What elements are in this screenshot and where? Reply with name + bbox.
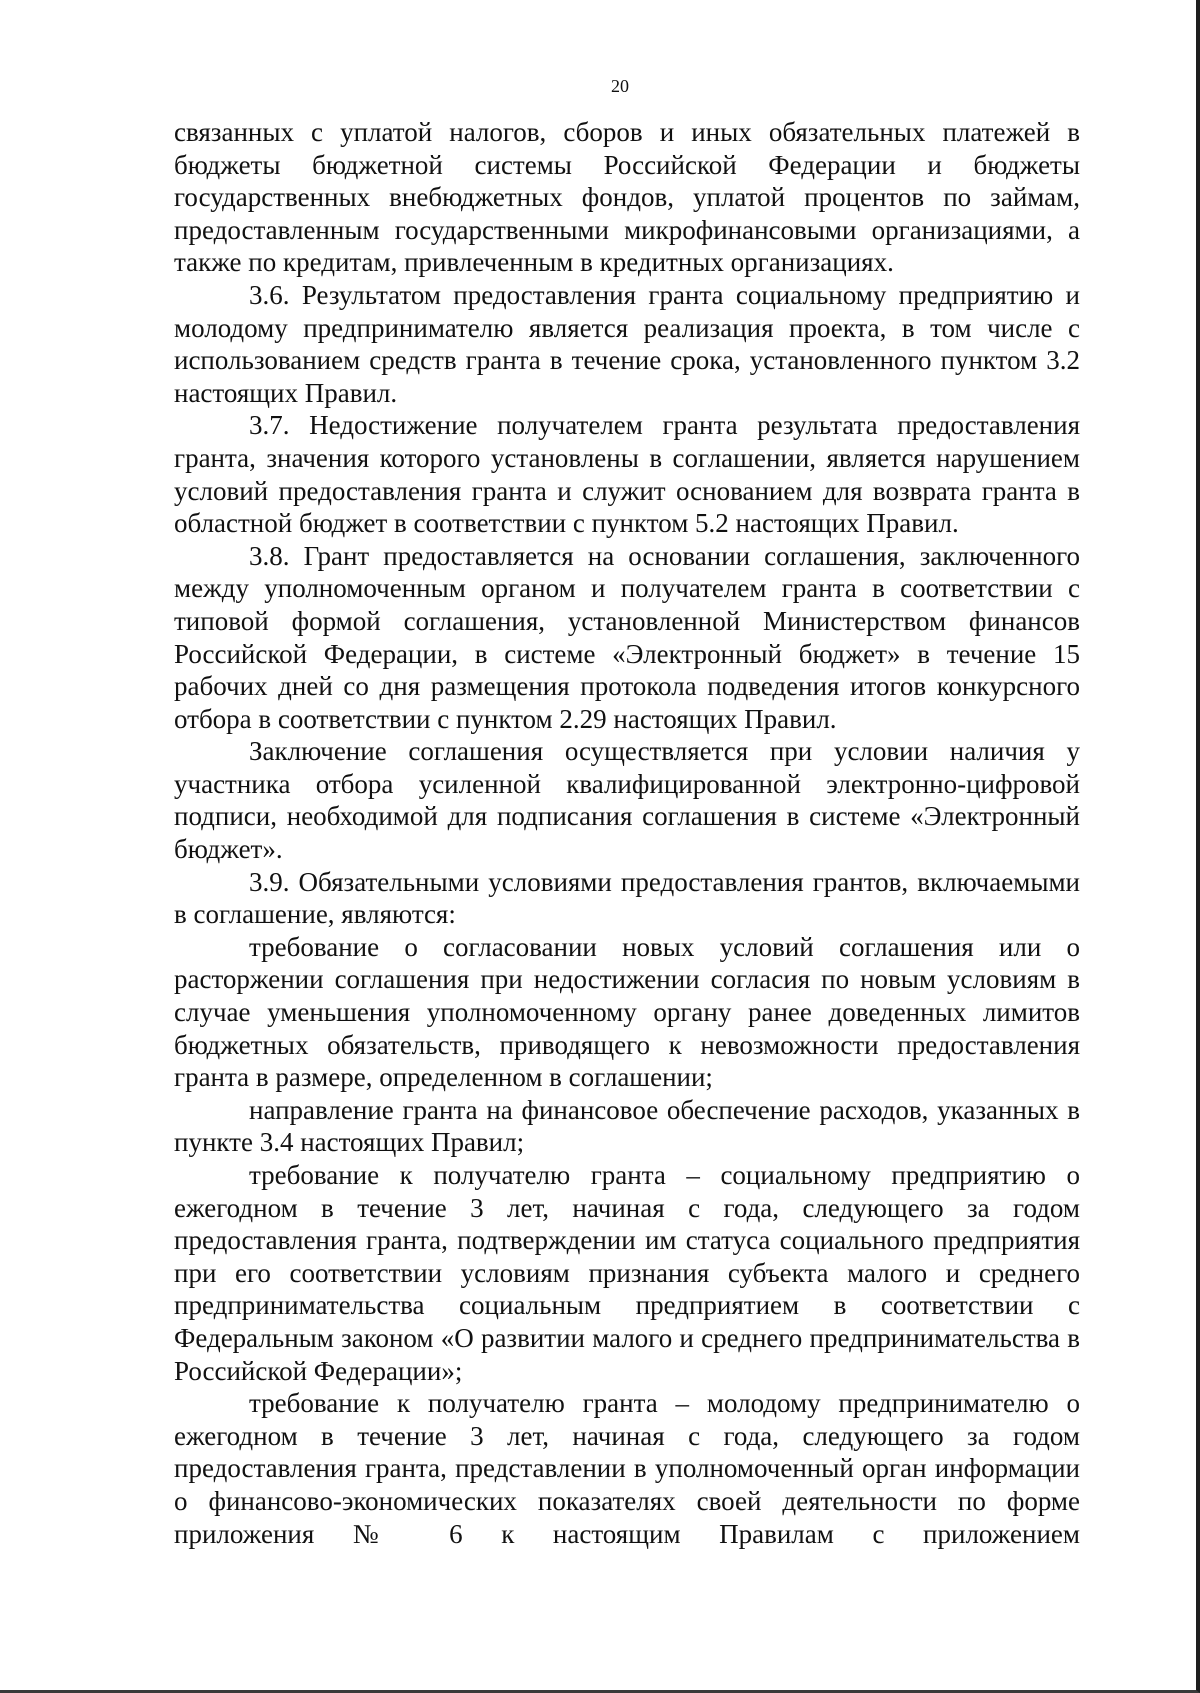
paragraph-requirement-young-entrepreneur: требование к получателю гранта – молодому предпринимателю о ежегодном в течение 3 лет, начиная с года, следующего за годом предоставления гранта, представлении в уполномоченный орган информации о финансово-экономических показателях своей деятельности по форме приложения № 6 к настоящим Правилам с приложением — [174, 1388, 1080, 1549]
paragraph-requirement-social-enterprise: требование к получателю гранта – социальному предприятию о ежегодном в течение 3 лет, начиная с года, следующего за годом предоставления гранта, подтверждении им статуса социального предприятия при его соответствии условиям признания субъекта малого и среднего предпринимательства социальным предприятием в соответствии с Федеральным законом «О развитии малого и среднего предпринимательства в Российской Федерации»; — [174, 1160, 1080, 1386]
paragraph-3-7: 3.7. Недостижение получателем гранта результата предоставления гранта, значения которого установлены в соглашении, является нарушением условий предоставления гранта и служит основанием для возврата гранта в областной бюджет в соответствии с пунктом 5.2 настоящих Правил. — [174, 410, 1080, 539]
paragraph-grant-direction: направление гранта на финансовое обеспечение расходов, указанных в пункте 3.4 настоящих Правил; — [174, 1094, 1080, 1158]
paragraph-continuation: связанных с уплатой налогов, сборов и иных обязательных платежей в бюджеты бюджетной системы Российской Федерации и бюджеты государственных внебюджетных фондов, уплатой процентов по займам, предоставленным государственными микрофинансовыми организациями, а также по кредитам, привлеченным в кредитных организациях. — [174, 117, 1080, 278]
paragraph-requirement-new-terms: требование о согласовании новых условий соглашения или о расторжении соглашения при недостижении согласия по новым условиям в случае уменьшения уполномоченному органу ранее доведенных лимитов бюджетных обязательств, приводящего к невозможности предоставления гранта в размере, определенном в соглашении; — [174, 931, 1080, 1093]
paragraph-3-9: 3.9. Обязательными условиями предоставления грантов, включаемыми в соглашение, являются: — [174, 866, 1080, 930]
page-number: 20 — [611, 76, 629, 96]
paragraph-agreement-signing: Заключение соглашения осуществляется при условии наличия у участника отбора усиленной квалифицированной электронно-цифровой подписи, необходимой для подписания соглашения в системе «Электронный бюджет». — [174, 736, 1080, 865]
paragraph-3-6: 3.6. Результатом предоставления гранта социальному предприятию и молодому предпринимателю является реализация проекта, в том числе с использованием средств гранта в течение срока, установленного пунктом 3.2 настоящих Правил. — [174, 279, 1080, 408]
paragraph-3-8: 3.8. Грант предоставляется на основании соглашения, заключенного между уполномоченным органом и получателем гранта в соответствии с типовой формой соглашения, установленной Министерством финансов Российской Федерации, в системе «Электронный бюджет» в течение 15 рабочих дней со дня размещения протокола подведения итогов конкурсного отбора в соответствии с пунктом 2.29 настоящих Правил. — [174, 540, 1080, 734]
document-body — [174, 116, 1080, 1550]
